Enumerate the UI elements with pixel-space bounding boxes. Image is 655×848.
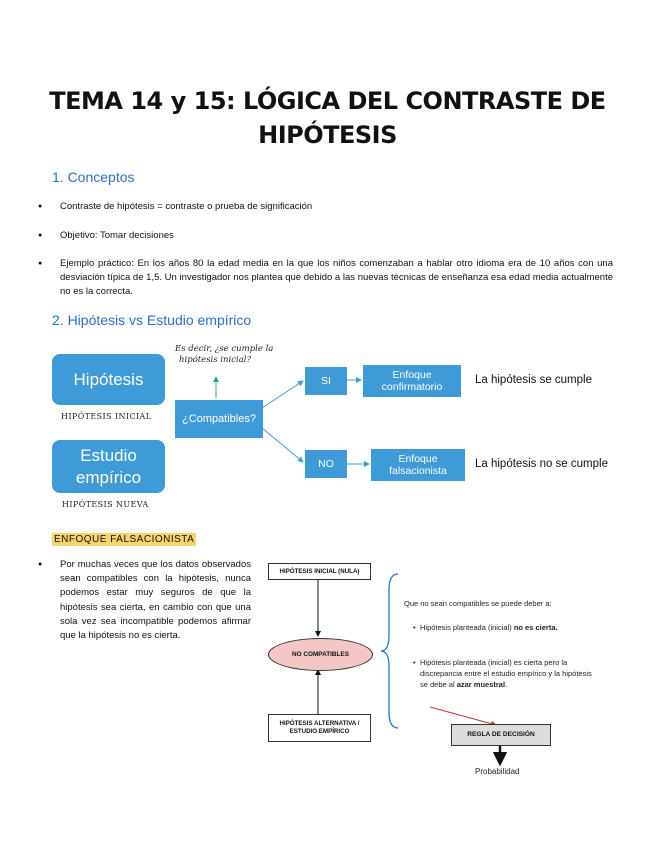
- page-title-line1: TEMA 14 y 15: LÓGICA DEL CONTRASTE DE: [49, 87, 606, 115]
- highlighted-heading: ENFOQUE FALSACIONISTA: [54, 534, 195, 545]
- enfoque-fals-line2: falsacionista: [389, 465, 447, 477]
- enfoque-conf-line2: confirmatorio: [381, 381, 443, 393]
- regla-decision-box: REGLA DE DECISIÓN: [451, 724, 551, 746]
- no-box: NO: [305, 450, 347, 478]
- probabilidad-text: Probabilidad: [475, 767, 520, 776]
- note2-bold: azar muestral: [456, 680, 506, 689]
- hipotesis-inicial-box: HIPÓTESIS INICIAL (NULA): [268, 563, 371, 580]
- curly-brace: [381, 574, 398, 728]
- enfoque-falsacionista-box: [371, 449, 465, 481]
- hipotesis-alternativa-box: HIPÓTESIS ALTERNATIVA / ESTUDIO EMPÍRICO: [268, 714, 371, 742]
- note2-end: .: [505, 680, 508, 689]
- arrow-note-to-regla: [430, 707, 496, 725]
- no-compatibles-ellipse: NO COMPATIBLES: [268, 638, 373, 671]
- result-no-text: La hipótesis no se cumple: [475, 458, 608, 470]
- arrow-compatibles-no: [262, 428, 303, 462]
- estudio-handnote: HIPÓTESIS NUEVA: [62, 500, 149, 509]
- hipotesis-handnote: HIPÓTESIS INICIAL: [61, 412, 152, 421]
- note1-bold: no es cierta.: [513, 623, 558, 632]
- bullet-item: ● Objetivo: Tomar decisiones: [60, 229, 613, 243]
- enfoque-conf-line1: Enfoque: [392, 369, 432, 381]
- estudio-line1: Estudio: [80, 445, 137, 465]
- bullet-item: ● Ejemplo práctico: En los años 80 la edad media en la que los niños comenzaban a hablar otro idioma era de 10 años con una desviación típica de 1,5. Un investigador nos plantea que debido a las nuevas técnicas de enseñanza esa edad media actualmente no es la correcta.: [60, 257, 613, 299]
- section-heading-hipotesis-vs-estudio: 2. Hipótesis vs Estudio empírico: [52, 312, 252, 328]
- bullet-item: ● Contraste de hipótesis = contraste o prueba de significación: [60, 200, 613, 214]
- handwritten-question: [175, 344, 273, 366]
- note-item-2: [420, 657, 598, 690]
- arrow-compatibles-si: [262, 381, 303, 408]
- note-item-1: [420, 622, 598, 633]
- section-heading-enfoque-falsacionista: [52, 529, 196, 547]
- compatibles-box: ¿Compatibles?: [175, 400, 263, 438]
- note2-plain: Hipótesis planteada (inicial) es cierta pero la discrepancia entre el estudio empírico y la hipótesis se debe al: [420, 658, 592, 689]
- hipotesis-box: Hipótesis: [52, 354, 165, 405]
- result-si-text: La hipótesis se cumple: [475, 374, 592, 386]
- hand-note-line1: Es decir, ¿se cumple la: [175, 344, 274, 354]
- section-heading-conceptos: 1. Conceptos: [52, 169, 135, 185]
- bullet-item: ● Por muchas veces que los datos observados sean compatibles con la hipótesis, nunca podemos estar muy seguros de que la hipótesis sea cierta, en cambio con que una sola vez sea incompatible podemos afirmar que la hipótesis no es cierta.: [60, 558, 251, 643]
- estudio-empirico-box: [52, 440, 165, 493]
- enfoque-fals-line1: Enfoque: [398, 453, 438, 465]
- enfoque-confirmatorio-box: [363, 365, 461, 397]
- hand-note-line2: hipótesis inicial?: [179, 355, 252, 365]
- page-title-line2: HIPÓTESIS: [258, 121, 397, 149]
- note-intro: Que no sean compatibles se puede deber a:: [404, 599, 552, 608]
- estudio-line2: empírico: [75, 467, 142, 487]
- note1-plain: Hipótesis planteada (inicial): [420, 623, 514, 632]
- si-box: SI: [305, 367, 347, 395]
